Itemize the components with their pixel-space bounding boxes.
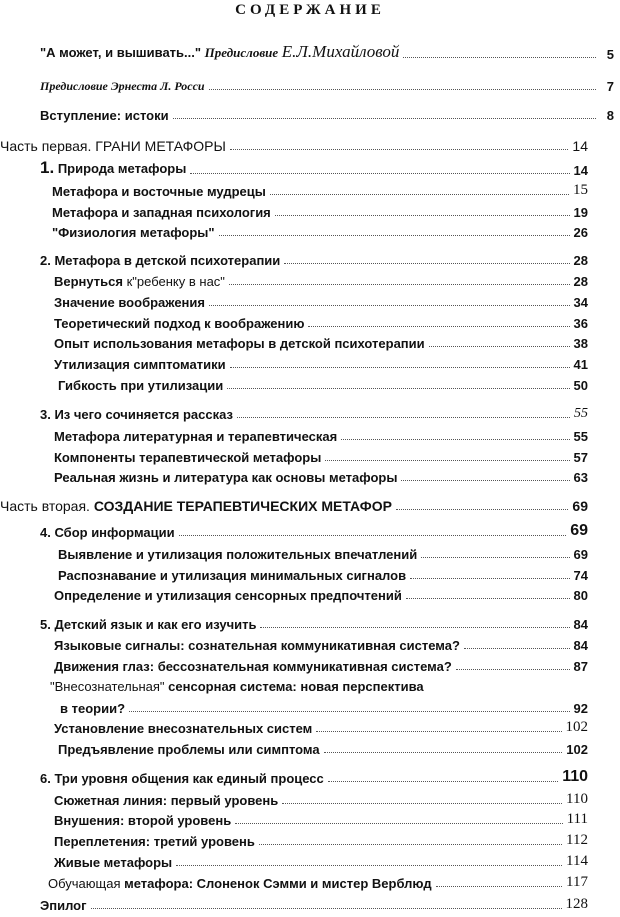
toc-entry[interactable] <box>0 74 620 94</box>
leader-dots <box>325 460 569 461</box>
toc-entry[interactable] <box>0 465 620 485</box>
toc-label: Установление внесознательных систем <box>54 721 313 736</box>
leader-dots <box>219 235 570 236</box>
page-number: 92 <box>573 701 588 716</box>
page-number: 19 <box>573 205 588 220</box>
leader-dots <box>436 886 562 887</box>
toc-entry[interactable] <box>0 331 620 351</box>
toc-label: Метафора и восточные мудрецы <box>52 184 266 199</box>
page-number: 69 <box>572 498 588 514</box>
page-title: СОДЕРЖАНИЕ <box>235 2 385 18</box>
toc-entry[interactable] <box>0 871 620 891</box>
leader-dots <box>229 284 570 285</box>
toc-label: Движения глаз: бессознательная коммуникативная система? <box>54 659 452 674</box>
toc-label: Опыт использования метафоры в детской психотерапии <box>54 336 425 351</box>
page-number: 57 <box>573 450 588 465</box>
toc-label-rest: СОЗДАНИЕ ТЕРАПЕВТИЧЕСКИХ МЕТАФОР <box>93 498 392 514</box>
toc-part-heading[interactable] <box>0 494 620 514</box>
leader-dots <box>260 627 569 628</box>
toc-chapter[interactable] <box>0 520 620 540</box>
leader-dots <box>259 844 562 845</box>
toc-label: Живые метафоры <box>54 855 173 870</box>
page-number: 14 <box>573 163 588 178</box>
toc-entry[interactable] <box>0 850 620 870</box>
leader-dots <box>275 215 570 216</box>
leader-dots <box>284 263 569 264</box>
leader-dots <box>176 865 562 866</box>
leader-dots <box>190 173 569 174</box>
page-number: 55 <box>574 406 588 421</box>
leader-dots <box>179 535 567 536</box>
leader-dots <box>429 346 570 347</box>
leader-dots <box>282 803 562 804</box>
toc-label: Выявление и утилизация положительных впечатлений <box>58 547 418 562</box>
toc-label: Метафора и западная психология <box>52 205 271 220</box>
toc-entry[interactable] <box>0 103 620 123</box>
toc-label: Предъявление проблемы или симптома <box>58 742 320 757</box>
preface1-author: Е.Л.Михайловой <box>281 42 400 61</box>
leader-dots <box>235 823 562 824</box>
page-number: 69 <box>570 522 588 539</box>
toc-label: Вступление: истоки <box>40 108 169 123</box>
toc-label: в теории? <box>60 701 126 716</box>
toc-entry <box>0 674 620 694</box>
toc-label: Природа метафоры <box>57 161 187 176</box>
toc-label: Распознавание и утилизация минимальных сигналов <box>58 568 407 583</box>
toc-entry[interactable] <box>0 352 620 372</box>
toc-entry[interactable] <box>0 808 620 828</box>
toc-label: Предисловие Эрнеста Л. Росси <box>40 79 205 93</box>
page-number: 14 <box>572 138 588 154</box>
toc-label: Эпилог <box>40 898 87 913</box>
toc-label: 6. Три уровня общения как единый процесс <box>40 771 324 786</box>
page-number: 41 <box>573 357 588 372</box>
toc-entry[interactable] <box>0 654 620 674</box>
leader-dots <box>209 305 570 306</box>
page-number: 36 <box>573 316 588 331</box>
toc-chapter[interactable] <box>0 402 620 422</box>
toc-label: 2. Метафора в детской психотерапии <box>40 253 281 268</box>
leader-dots <box>464 648 570 649</box>
page-number: 117 <box>566 874 588 890</box>
toc-label: 4. Сбор информации <box>40 525 175 540</box>
page-number: 128 <box>565 896 588 912</box>
page-number: 5 <box>606 47 614 62</box>
page-number: 15 <box>573 182 588 198</box>
page-number: 111 <box>566 811 588 827</box>
toc-entry[interactable] <box>0 200 620 220</box>
page-number: 87 <box>573 659 588 674</box>
page-number: 34 <box>573 295 588 310</box>
page-number: 102 <box>566 742 588 757</box>
toc-entry[interactable] <box>0 290 620 310</box>
page-number: 28 <box>573 274 588 289</box>
page-number: 55 <box>573 429 588 444</box>
leader-dots <box>129 711 570 712</box>
toc-label: Утилизация симптоматики <box>54 357 226 372</box>
toc-label: Обучающая <box>48 876 121 891</box>
leader-dots <box>341 439 569 440</box>
toc-entry[interactable] <box>0 542 620 562</box>
page-number: 74 <box>573 568 588 583</box>
page-number: 69 <box>573 547 588 562</box>
leader-dots <box>270 194 569 195</box>
toc-label: "Физиология метафоры" <box>52 225 215 240</box>
leader-dots <box>324 752 563 753</box>
page-number: 84 <box>573 617 588 632</box>
page-number: 80 <box>573 588 588 603</box>
toc-label-rest: сенсорная система: новая перспектива <box>168 679 424 694</box>
toc-entry[interactable] <box>0 583 620 603</box>
leader-dots <box>396 509 568 510</box>
page-number: 63 <box>573 470 588 485</box>
leader-dots <box>227 388 569 389</box>
leader-dots <box>406 598 570 599</box>
toc-label-rest: метафора: Слоненок Сэмми и мистер Верблюд <box>124 876 432 891</box>
toc-entry[interactable] <box>0 788 620 808</box>
toc-entry[interactable] <box>0 737 620 757</box>
toc-entry[interactable] <box>0 220 620 240</box>
page-number: 84 <box>573 638 588 653</box>
toc-label: Метафора литературная и терапевтическая <box>54 429 338 444</box>
toc-label: 3. Из чего сочиняется рассказ <box>40 407 233 422</box>
toc-label: Сюжетная линия: первый уровень <box>54 793 279 808</box>
toc-part-heading[interactable] <box>0 134 620 154</box>
leader-dots <box>421 557 569 558</box>
toc-chapter[interactable] <box>0 158 620 178</box>
toc-entry[interactable] <box>0 179 620 199</box>
leader-dots <box>403 57 596 58</box>
toc-label: 5. Детский язык и как его изучить <box>40 617 257 632</box>
toc-entry[interactable] <box>0 893 620 913</box>
leader-dots <box>209 89 596 90</box>
leader-dots <box>230 149 569 150</box>
page-number: 28 <box>573 253 588 268</box>
leader-dots <box>91 908 562 909</box>
toc-chapter[interactable] <box>0 766 620 786</box>
page-number: 110 <box>562 768 588 785</box>
toc-entry[interactable] <box>0 269 620 289</box>
toc-label-rest: к"ребенку в нас" <box>126 274 225 289</box>
toc-label: Часть вторая. <box>0 498 90 514</box>
preface1-word: Предисловие <box>204 45 279 60</box>
leader-dots <box>316 731 561 732</box>
page-number: 110 <box>566 791 588 807</box>
toc-label: Часть первая. ГРАНИ МЕТАФОРЫ <box>0 138 226 154</box>
toc-label: Гибкость при утилизации <box>58 378 224 393</box>
toc-label: Внушения: второй уровень <box>54 813 232 828</box>
leader-dots <box>410 578 569 579</box>
toc-entry[interactable] <box>0 716 620 736</box>
toc-entry[interactable] <box>0 563 620 583</box>
toc-entry[interactable] <box>0 424 620 444</box>
toc-label: Реальная жизнь и литература как основы метафоры <box>54 470 398 485</box>
toc-entry[interactable] <box>0 696 620 716</box>
toc-label: Компоненты терапевтической метафоры <box>54 450 322 465</box>
leader-dots <box>401 480 569 481</box>
chapter-number: 1. <box>40 158 55 177</box>
page-number: 102 <box>565 719 588 735</box>
leader-dots <box>173 118 596 119</box>
page-number: 26 <box>573 225 588 240</box>
toc-label: Вернуться <box>54 274 123 289</box>
toc-chapter[interactable] <box>0 612 620 632</box>
page-number: 38 <box>573 336 588 351</box>
toc-entry[interactable] <box>0 373 620 393</box>
page-number: 50 <box>573 378 588 393</box>
toc-label: Теоретический подход к воображению <box>54 316 305 331</box>
toc-label: Определение и утилизация сенсорных предпочтений <box>54 588 402 603</box>
preface1-quote: "А может, и вышивать..." <box>40 45 202 60</box>
page-number: 114 <box>566 853 588 869</box>
leader-dots <box>237 417 570 418</box>
page-number: 7 <box>606 79 614 94</box>
toc-chapter[interactable] <box>0 248 620 268</box>
toc-label: Переплетения: третий уровень <box>54 834 255 849</box>
toc-label: "Внесознательная" <box>50 679 165 694</box>
page-number: 8 <box>606 108 614 123</box>
leader-dots <box>328 781 558 782</box>
page-number: 112 <box>566 832 588 848</box>
toc-entry[interactable] <box>0 42 620 62</box>
leader-dots <box>456 669 570 670</box>
leader-dots <box>308 326 569 327</box>
leader-dots <box>230 367 570 368</box>
toc-label: Значение воображения <box>54 295 205 310</box>
toc-entry[interactable] <box>0 445 620 465</box>
toc-entry[interactable] <box>0 829 620 849</box>
toc-label: Языковые сигналы: сознательная коммуникативная система? <box>54 638 460 653</box>
toc-entry[interactable] <box>0 311 620 331</box>
toc-entry[interactable] <box>0 633 620 653</box>
